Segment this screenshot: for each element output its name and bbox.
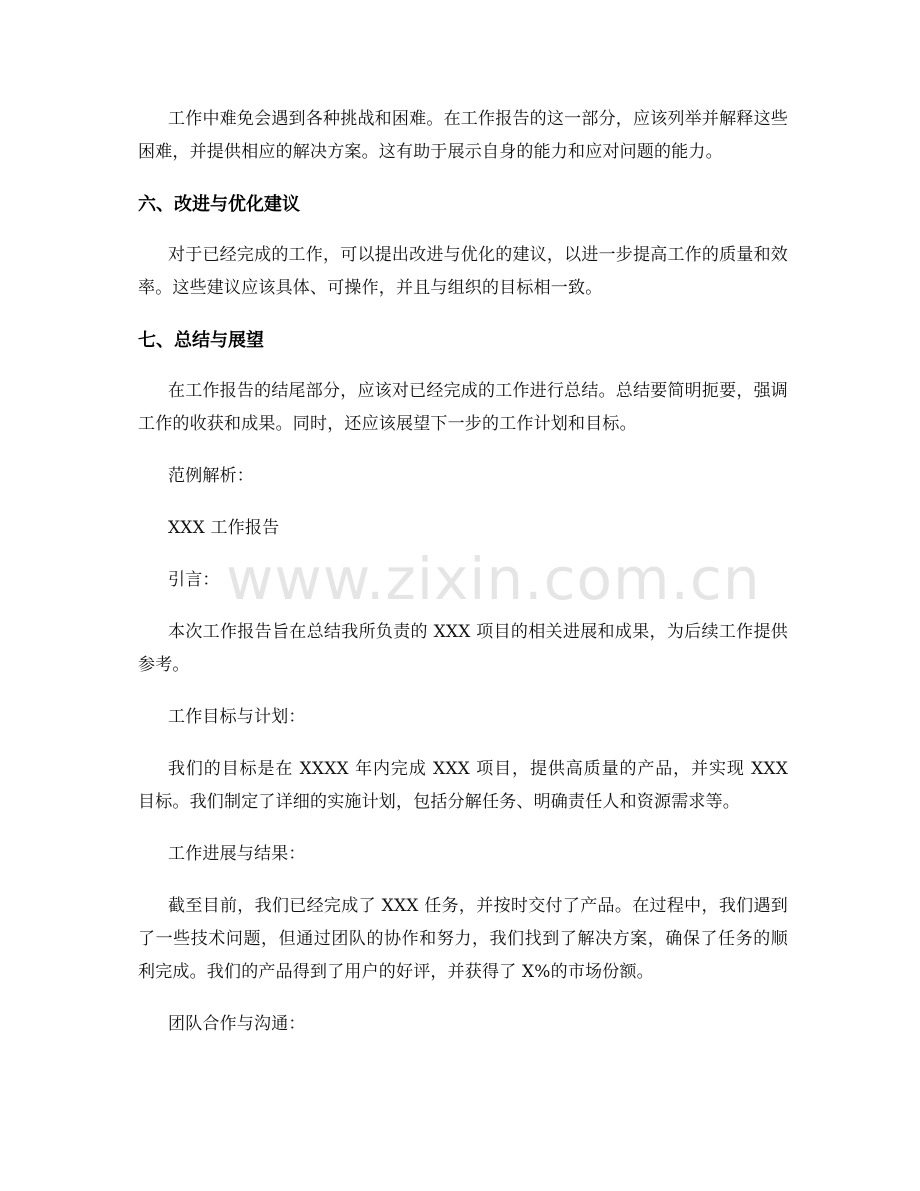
paragraph-intro-label: 引言： xyxy=(168,570,220,590)
paragraph-summary: 在工作报告的结尾部分，应该对已经完成的工作进行总结。总结要简明扼要，强调工作的收获和成果。同时，还应该展望下一步的工作计划和目标。 xyxy=(138,381,788,434)
paragraph-improvement: 对于已经完成的工作，可以提出改进与优化的建议，以进一步提高工作的质量和效率。这些建议应该具体、可操作，并且与组织的目标相一致。 xyxy=(138,245,788,298)
paragraph-teamwork-label: 团队合作与沟通： xyxy=(168,1014,306,1034)
watermark: www.zixin.com.cn xyxy=(226,545,761,613)
paragraph-example-label: 范例解析： xyxy=(168,466,254,486)
paragraph-intro: 本次工作报告旨在总结我所负责的 XXX 项目的相关进展和成果，为后续工作提供参考。 xyxy=(138,622,788,675)
paragraph-goals-label: 工作目标与计划： xyxy=(168,707,306,727)
paragraph-report-title: XXX 工作报告 xyxy=(168,518,280,538)
heading-section-7: 七、总结与展望 xyxy=(138,330,264,351)
paragraph-progress: 截至目前，我们已经完成了 XXX 任务，并按时交付了产品。在过程中，我们遇到了一些技术问题，但通过团队的协作和努力，我们找到了解决方案，确保了任务的顺利完成。我们的产品得到了用户的好评，并获得了 X%的市场份额。 xyxy=(138,896,788,982)
document-body xyxy=(138,103,788,1041)
paragraph-challenges: 工作中难免会遇到各种挑战和困难。在工作报告的这一部分，应该列举并解释这些困难，并提供相应的解决方案。这有助于展示自身的能力和应对问题的能力。 xyxy=(138,109,788,162)
heading-section-6: 六、改进与优化建议 xyxy=(138,194,300,215)
paragraph-goals: 我们的目标是在 XXXX 年内完成 XXX 项目，提供高质量的产品，并实现 XXX 目标。我们制定了详细的实施计划，包括分解任务、明确责任人和资源需求等。 xyxy=(138,759,788,812)
paragraph-progress-label: 工作进展与结果： xyxy=(168,844,306,864)
